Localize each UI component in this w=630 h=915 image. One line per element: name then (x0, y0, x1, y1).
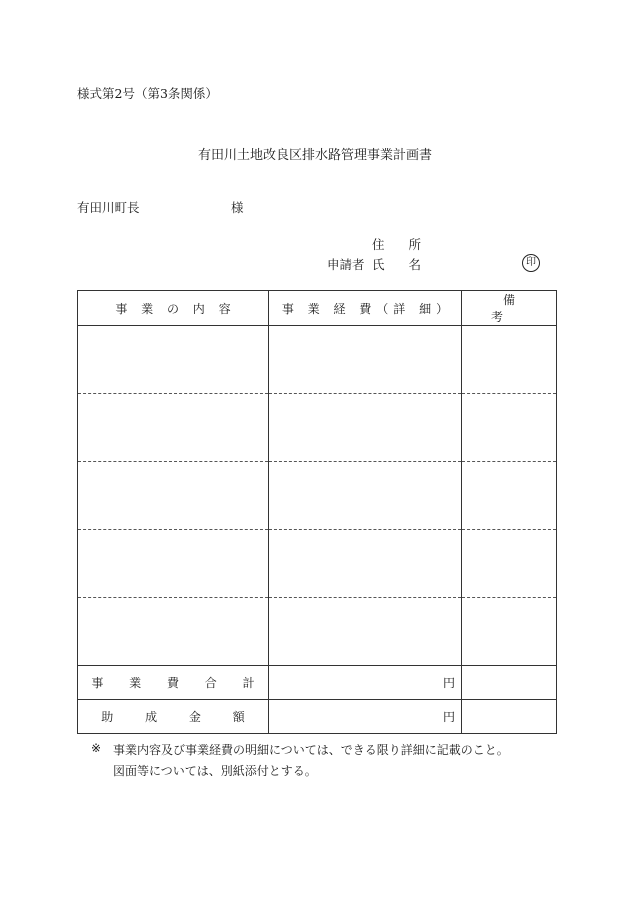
cost-cell[interactable] (269, 326, 462, 394)
cost-cell[interactable] (269, 462, 462, 530)
content-cell[interactable] (78, 598, 269, 666)
name-label: 氏 名 (372, 257, 431, 272)
address-label: 住 所 (372, 237, 431, 252)
form-number: 様式第2号（第3条関係） (77, 86, 218, 101)
content-cell[interactable] (78, 530, 269, 598)
subsidy-amount[interactable] (269, 700, 462, 734)
header-project-cost: 事 業 経 費（詳 細） (269, 291, 462, 326)
honorific: 様 (231, 200, 244, 215)
document-title: 有田川土地改良区排水路管理事業計画書 (197, 148, 432, 163)
cost-cell[interactable] (269, 598, 462, 666)
project-plan-table (77, 290, 557, 734)
header-project-content: 事 業 の 内 容 (78, 291, 269, 326)
content-cell[interactable] (78, 326, 269, 394)
content-cell[interactable] (78, 394, 269, 462)
total-cost-row (78, 666, 557, 700)
content-cell[interactable] (78, 462, 269, 530)
note-line-1: 事業内容及び事業経費の明細については、できる限り詳細に記載のこと。 (113, 743, 509, 757)
total-remarks-cell[interactable] (462, 666, 557, 700)
table-row (78, 598, 557, 666)
table-row (78, 462, 557, 530)
table-row (78, 394, 557, 462)
table-header-row (78, 291, 557, 326)
subsidy-remarks-cell[interactable] (462, 700, 557, 734)
note-mark: ※ (91, 741, 102, 755)
yen-unit: 円 (442, 676, 455, 690)
seal-mark: 印 (522, 254, 540, 272)
remarks-cell[interactable] (462, 462, 557, 530)
remarks-cell[interactable] (462, 598, 557, 666)
table-row (78, 326, 557, 394)
total-cost-label: 事 業 費 合 計 (78, 666, 269, 700)
cost-cell[interactable] (269, 394, 462, 462)
total-cost-amount[interactable] (269, 666, 462, 700)
remarks-cell[interactable] (462, 394, 557, 462)
addressee: 有田川町長 (77, 200, 140, 215)
yen-unit: 円 (442, 710, 455, 724)
remarks-cell[interactable] (462, 326, 557, 394)
remarks-cell[interactable] (462, 530, 557, 598)
header-remarks: 備 考 (462, 291, 557, 326)
table-row (78, 530, 557, 598)
note-line-2: 図面等については、別紙添付とする。 (113, 764, 317, 778)
applicant-label: 申請者 (327, 257, 365, 272)
cost-cell[interactable] (269, 530, 462, 598)
subsidy-row (78, 700, 557, 734)
subsidy-label: 助 成 金 額 (78, 700, 269, 734)
